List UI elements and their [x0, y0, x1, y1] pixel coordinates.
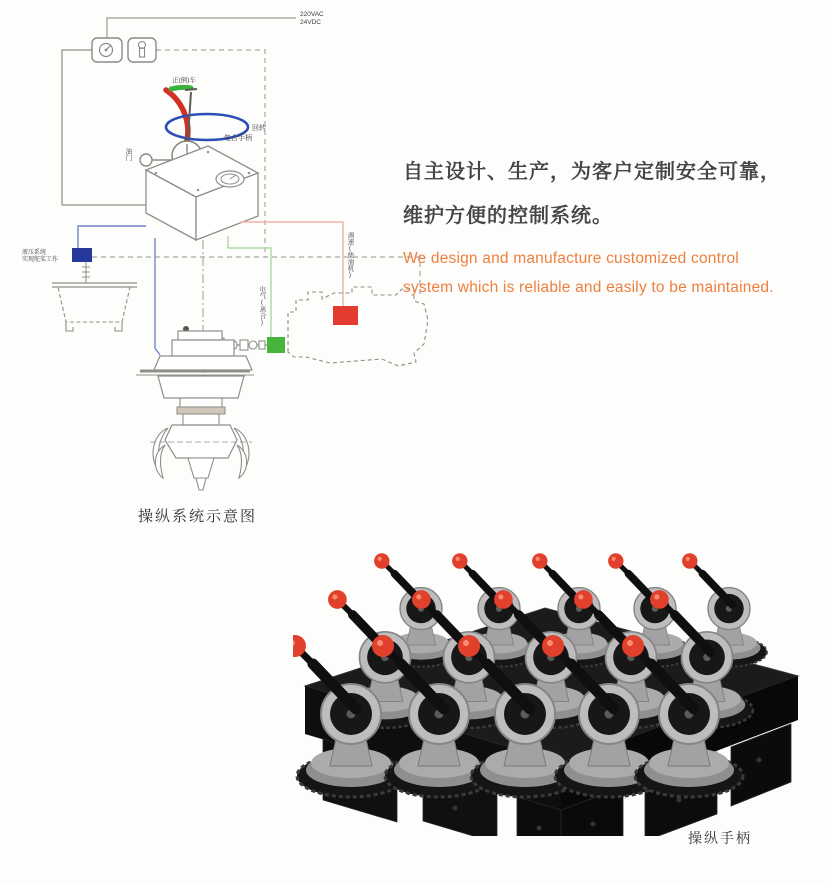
- speed-control-box: [333, 306, 358, 325]
- clutch-label: 电气(离合): [258, 286, 266, 326]
- control-handles-photo: [293, 538, 815, 836]
- rotation-label: 回转: [252, 125, 266, 132]
- signal-bus-dashed: [92, 257, 420, 296]
- speed-control-line: [240, 222, 343, 306]
- hydraulic-label-line2: 实现舵桨工作: [22, 257, 59, 263]
- hydraulic-unit-box: [72, 248, 92, 262]
- wire-console-to-unit: [62, 50, 146, 205]
- intro-zh-line1: 自主设计、生产，为客户定制安全可靠，: [403, 161, 781, 183]
- hydraulic-line: [78, 226, 146, 248]
- control-system-diagram: [0, 0, 440, 500]
- throttle-label: 油门: [124, 148, 132, 161]
- hydraulic-drop: [82, 262, 90, 283]
- diagram-caption: 操纵系统示意图: [138, 508, 258, 525]
- hydraulic-tank: [52, 283, 137, 331]
- top-control-unit-2: [128, 38, 156, 62]
- hydraulic-label-line1: 液压系统: [22, 250, 47, 256]
- power-label-line1: 220VAC: [300, 11, 324, 18]
- intro-text-block: [403, 150, 823, 302]
- speed-label: 调速(柴油机): [346, 232, 354, 279]
- control-handles-photo-svg: [293, 538, 815, 836]
- intro-en-line1: We design and manufacture customized control: [403, 250, 739, 267]
- throttle-pivot: [140, 154, 152, 166]
- photo-caption: 操纵手柄: [688, 830, 752, 846]
- intro-en-line2: system which is reliable and easily to be maintained.: [403, 279, 774, 296]
- gear-label: 正(倒)车: [172, 77, 196, 84]
- power-label-line2: 24VDC: [300, 19, 321, 26]
- handle-label: 复合手柄: [224, 135, 252, 142]
- clutch-box: [267, 337, 285, 353]
- thruster-feedback-line: [155, 238, 160, 355]
- top-control-unit-1: [92, 38, 122, 62]
- wire-power: [107, 18, 296, 38]
- rudder-propeller-unit: [136, 326, 267, 490]
- intro-zh-line2: 维护方便的控制系统。: [403, 205, 613, 227]
